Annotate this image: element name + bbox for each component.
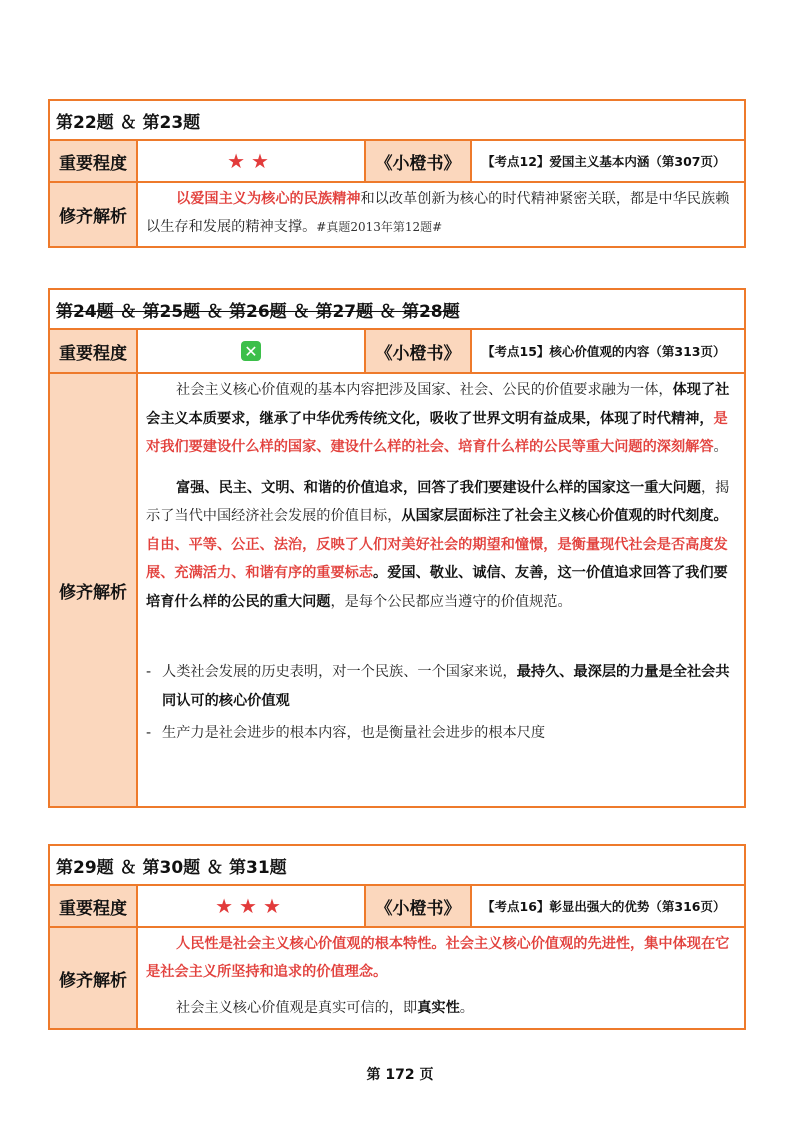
analysis-text: 。	[713, 439, 728, 455]
card-title-text: 第29题 ＆ 第30题 ＆ 第31题	[56, 857, 287, 878]
bullet-dash: -	[146, 725, 152, 741]
highlight-red: 以爱国主义为核心的民族精神	[176, 191, 361, 207]
card-title	[50, 846, 744, 886]
analysis-text: ，揭示了当代中国经济社会发展的价值目标，	[146, 479, 730, 524]
analysis-label: 修齐解析	[50, 374, 138, 806]
page-number: 第 172 页	[366, 1067, 434, 1083]
card-title	[50, 290, 744, 330]
question-card-29-31	[48, 844, 746, 1030]
bullet-dash: -	[146, 664, 152, 680]
analysis-row	[50, 374, 744, 806]
topic-reference: 【考点12】爱国主义基本内涵（第307页）	[482, 154, 726, 169]
bullet-text: 生产力是社会进步的根本内容，也是衡量社会进步的根本尺度	[162, 725, 546, 741]
highlight-red: 自由、平等、公正、法治，反映了人们对美好社会的期望和憧憬，是衡量现代社会是否高度发展、充满活力、和谐有序的重要标志	[146, 536, 728, 581]
analysis-paragraph-1	[146, 930, 736, 986]
analysis-label: 修齐解析	[50, 928, 138, 1028]
analysis-label: 修齐解析	[50, 183, 138, 246]
analysis-bold: 富强、民主、文明、和谐的价值追求，回答了我们要建设什么样的国家这一重大问题	[176, 479, 701, 496]
analysis-text: 。	[459, 1000, 474, 1016]
bullet-item-1	[146, 658, 736, 715]
analysis-text: 社会主义核心价值观的基本内容把涉及国家、社会、公民的价值要求融为一体，	[176, 382, 673, 398]
analysis-text: 和以改革创新为核心的时代精神紧密关联，都是中华民族赖以生存和发展的精神支撑。	[146, 191, 730, 235]
analysis-paragraph-1	[146, 376, 736, 462]
bullet-text	[162, 658, 736, 715]
analysis-row	[50, 183, 744, 246]
importance-label: 重要程度	[50, 141, 138, 181]
book-label: 《小橙书》	[366, 141, 472, 181]
analysis-bold: 体现了社会主义本质要求，继承了中华优秀传统文化，吸收了世界文明有益成果，体现了时代精神，	[146, 382, 730, 427]
analysis-text: 人类社会发展的历史表明，对一个民族、一个国家来说，	[162, 664, 517, 680]
importance-row	[50, 886, 744, 928]
topic-reference: 【考点16】彰显出强大的优势（第316页）	[482, 899, 726, 914]
analysis-content	[138, 374, 744, 806]
highlight-red: 人民性是社会主义核心价值观的根本特性。社会主义核心价值观的先进性，集中体现在它是社会主义所坚持和追求的价值理念。	[146, 936, 730, 980]
analysis-bold: 从国家层面标注了社会主义核心价值观的时代刻度。	[401, 508, 728, 524]
question-card-22-23	[48, 99, 746, 248]
analysis-text: 社会主义核心价值观是真实可信的，即	[176, 1000, 418, 1016]
card-title-text: 第22题 ＆ 第23题	[56, 112, 201, 133]
importance-mark	[138, 330, 366, 372]
importance-stars: ★★★	[138, 886, 366, 926]
importance-label: 重要程度	[50, 886, 138, 926]
importance-row	[50, 330, 744, 374]
importance-row	[50, 141, 744, 183]
bullet-item-2	[146, 719, 736, 748]
analysis-text: ，是每个公民都应当遵守的价值规范。	[330, 593, 572, 610]
question-card-24-28	[48, 288, 746, 808]
cross-mark-icon: ✕	[241, 341, 261, 361]
analysis-paragraph	[146, 185, 736, 241]
book-label: 《小橙书》	[366, 330, 472, 372]
card-title-text: 第24题 ＆ 第25题 ＆ 第26题 ＆ 第27题 ＆ 第28题	[56, 301, 460, 322]
topic-reference: 【考点15】核心价值观的内容（第313页）	[482, 344, 726, 359]
analysis-content	[138, 183, 744, 246]
analysis-paragraph-2	[146, 474, 736, 617]
analysis-bold: 真实性	[417, 1000, 460, 1016]
analysis-paragraph-2	[146, 994, 736, 1022]
analysis-row	[50, 928, 744, 1028]
importance-stars: ★★	[138, 141, 366, 181]
book-label: 《小橙书》	[366, 886, 472, 926]
highlight-red: 是对我们要建设什么样的国家、建设什么样的社会、培育什么样的公民等重大问题的深刻解答	[146, 410, 728, 455]
analysis-bold: 最持久、最深层的力量是全社会共同认可的核心价值观	[162, 664, 730, 709]
importance-label: 重要程度	[50, 330, 138, 372]
analysis-bold: 。爱国、敬业、诚信、友善，这一价值追求回答了我们要培育什么样的公民的重大问题	[146, 565, 728, 610]
card-title	[50, 101, 744, 141]
analysis-content	[138, 928, 744, 1028]
exam-tag: #真题2013年第12题#	[316, 220, 443, 234]
